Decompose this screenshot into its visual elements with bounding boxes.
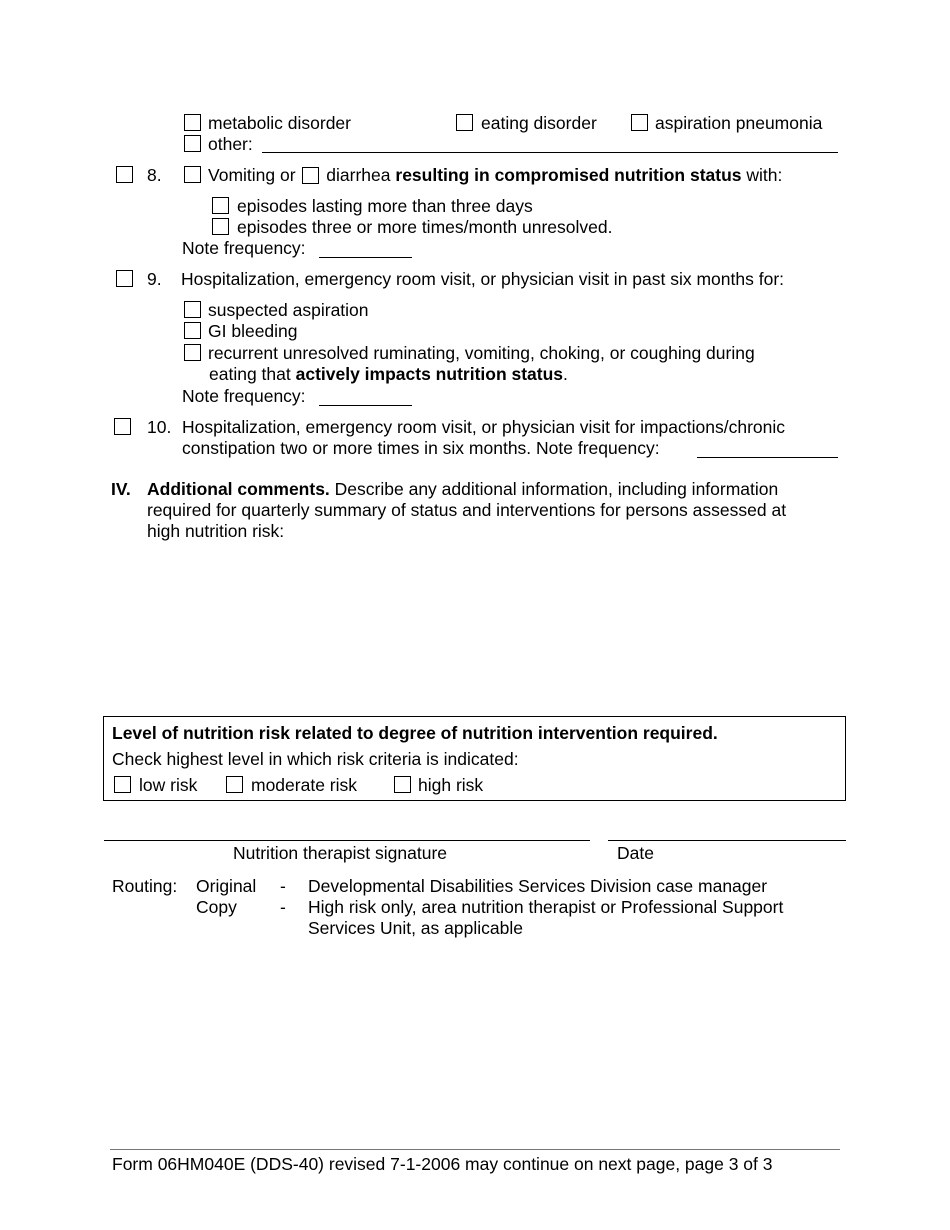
risk-box-instruction: Check highest level in which risk criteria is indicated: xyxy=(112,749,519,769)
item9-note-label: Note frequency: xyxy=(182,386,306,406)
item8-note-frequency-line[interactable] xyxy=(319,257,412,258)
routing-copy-line1: High risk only, area nutrition therapist or Professional Support xyxy=(308,897,784,917)
episodes-three-days-checkbox[interactable] xyxy=(212,197,229,214)
eating-disorder-checkbox[interactable] xyxy=(456,114,473,131)
signature-label: Nutrition therapist signature xyxy=(233,843,447,863)
other-input-line[interactable] xyxy=(262,152,838,153)
date-line[interactable] xyxy=(608,840,846,841)
item8-text xyxy=(208,165,782,186)
episodes-monthly-checkbox[interactable] xyxy=(212,218,229,235)
item8-bold-text: resulting in compromised nutrition status xyxy=(395,165,742,185)
section4-line2: required for quarterly summary of status and interventions for persons assessed at xyxy=(147,500,787,520)
routing-dash-2: - xyxy=(280,897,286,917)
item8-with: with: xyxy=(746,165,783,185)
recurrent-ruminating-line2: eating that actively impacts nutrition status. xyxy=(209,364,568,384)
routing-original-text: Developmental Disabilities Services Division case manager xyxy=(308,876,768,896)
risk-box-title: Level of nutrition risk related to degree of nutrition intervention required. xyxy=(112,723,718,743)
vomiting-checkbox[interactable] xyxy=(184,166,201,183)
low-risk-label: low risk xyxy=(139,775,198,795)
routing-original: Original xyxy=(196,876,257,896)
suspected-aspiration-label: suspected aspiration xyxy=(208,300,369,320)
recurrent-ruminating-checkbox[interactable] xyxy=(184,344,201,361)
date-label: Date xyxy=(617,843,654,863)
signature-line[interactable] xyxy=(104,840,590,841)
item8-note-label: Note frequency: xyxy=(182,238,306,258)
gi-bleeding-checkbox[interactable] xyxy=(184,322,201,339)
moderate-risk-checkbox[interactable] xyxy=(226,776,243,793)
routing-dash-1: - xyxy=(280,876,286,896)
high-risk-checkbox[interactable] xyxy=(394,776,411,793)
footer-rule xyxy=(110,1149,840,1150)
diarrhea-checkbox-inline[interactable] xyxy=(302,167,319,184)
routing-label: Routing: xyxy=(112,876,178,896)
section4-numeral: IV. xyxy=(111,479,131,499)
moderate-risk-label: moderate risk xyxy=(251,775,358,795)
recurrent-ruminating-line1: recurrent unresolved ruminating, vomiting, choking, or coughing during xyxy=(208,343,755,363)
item8-number: 8. xyxy=(147,165,162,185)
item9-note-frequency-line[interactable] xyxy=(319,405,412,406)
item9-number: 9. xyxy=(147,269,162,289)
aspiration-pneumonia-label: aspiration pneumonia xyxy=(655,113,823,133)
metabolic-disorder-checkbox[interactable] xyxy=(184,114,201,131)
high-risk-label: high risk xyxy=(418,775,484,795)
episodes-three-days-label: episodes lasting more than three days xyxy=(237,196,533,216)
item8-checkbox[interactable] xyxy=(116,166,133,183)
eating-disorder-label: eating disorder xyxy=(481,113,597,133)
section4-line3: high nutrition risk: xyxy=(147,521,285,541)
routing-copy-line2: Services Unit, as applicable xyxy=(308,918,523,938)
additional-comments-area[interactable] xyxy=(147,545,837,705)
diarrhea-label: diarrhea xyxy=(326,165,391,185)
other-label: other: xyxy=(208,134,253,154)
footer-text: Form 06HM040E (DDS-40) revised 7-1-2006 may continue on next page, page 3 of 3 xyxy=(112,1154,773,1174)
aspiration-pneumonia-checkbox[interactable] xyxy=(631,114,648,131)
nutrition-risk-box xyxy=(103,716,846,801)
item10-checkbox[interactable] xyxy=(114,418,131,435)
metabolic-disorder-label: metabolic disorder xyxy=(208,113,351,133)
item10-note-frequency-line[interactable] xyxy=(697,457,838,458)
other-checkbox[interactable] xyxy=(184,135,201,152)
item9-text: Hospitalization, emergency room visit, or physician visit in past six months for: xyxy=(181,269,785,289)
low-risk-checkbox[interactable] xyxy=(114,776,131,793)
vomiting-label: Vomiting or xyxy=(208,165,296,185)
suspected-aspiration-checkbox[interactable] xyxy=(184,301,201,318)
episodes-monthly-label: episodes three or more times/month unresolved. xyxy=(237,217,613,237)
item10-line2: constipation two or more times in six months. Note frequency: xyxy=(182,438,660,458)
gi-bleeding-label: GI bleeding xyxy=(208,321,298,341)
item10-number: 10. xyxy=(147,417,172,437)
item9-checkbox[interactable] xyxy=(116,270,133,287)
item10-line1: Hospitalization, emergency room visit, or physician visit for impactions/chronic xyxy=(182,417,786,437)
routing-copy: Copy xyxy=(196,897,237,917)
section4-line1: Additional comments. Describe any additional information, including information xyxy=(147,479,779,499)
